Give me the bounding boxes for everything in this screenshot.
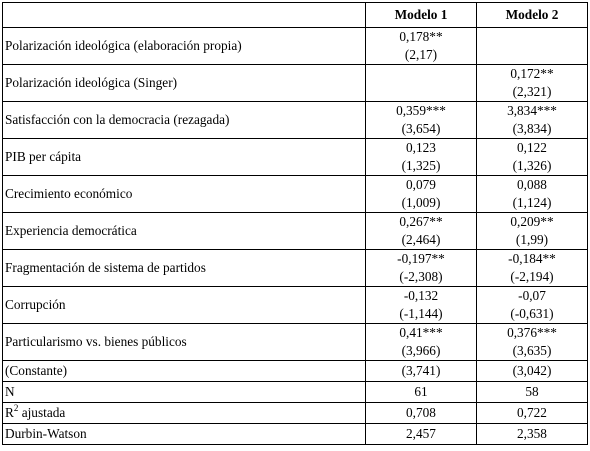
coefficient-value: 0,209** [510, 214, 554, 229]
modelo-2-cell [477, 28, 588, 65]
table-row-constante [3, 361, 588, 382]
modelo-2-cell [477, 213, 588, 250]
row-label: (Constante) [3, 361, 366, 382]
table-row [3, 324, 588, 361]
modelo-1-cell [366, 65, 477, 102]
summary-body [3, 361, 588, 445]
row-label: Crecimiento económico [3, 176, 366, 213]
table-row-r2 [3, 403, 588, 424]
row-label: Polarización ideológica (elaboración propia) [3, 28, 366, 65]
table-row [3, 250, 588, 287]
row-label: Fragmentación de sistema de partidos [3, 250, 366, 287]
coefficients-body [3, 28, 588, 361]
header-modelo-2: Modelo 2 [477, 3, 588, 28]
row-label: N [3, 382, 366, 403]
modelo-2-cell [477, 65, 588, 102]
modelo-2-cell [477, 102, 588, 139]
modelo-2-cell [477, 139, 588, 176]
regression-table [2, 2, 588, 445]
modelo-1-value: 0,708 [366, 403, 477, 424]
t-statistic-value: (-1,144) [399, 306, 443, 321]
modelo-2-cell [477, 250, 588, 287]
table-row-durbin-watson [3, 424, 588, 445]
modelo-1-cell [366, 139, 477, 176]
table-row [3, 28, 588, 65]
header-modelo-1: Modelo 1 [366, 3, 477, 28]
coefficient-value: 0,172** [510, 66, 554, 81]
coefficient-value: -0,184** [508, 251, 556, 266]
coefficient-value: 0,41*** [399, 325, 443, 340]
r2-superscript: 2 [13, 403, 19, 413]
header-row [3, 3, 588, 28]
t-statistic-value: (1,325) [401, 158, 441, 173]
table-row [3, 65, 588, 102]
t-statistic-value: (2,464) [401, 232, 441, 247]
t-statistic-value: (3,834) [512, 121, 552, 136]
t-statistic-value: (1,124) [512, 195, 552, 210]
coefficient-value: -0,197** [397, 251, 445, 266]
modelo-1-cell [366, 213, 477, 250]
t-statistic-value: (3,654) [401, 121, 441, 136]
coefficient-value: -0,07 [518, 288, 546, 303]
t-statistic-value: (3,966) [401, 343, 441, 358]
modelo-2-value: 0,722 [477, 403, 588, 424]
modelo-2-cell [477, 176, 588, 213]
coefficient-value: 0,122 [517, 140, 547, 155]
t-statistic-value: (1,326) [512, 158, 552, 173]
modelo-1-cell [366, 28, 477, 65]
row-label: Durbin-Watson [3, 424, 366, 445]
modelo-2-cell [477, 324, 588, 361]
coefficient-value: 0,359*** [396, 103, 446, 118]
coefficient-value: 0,088 [517, 177, 547, 192]
coefficient-value: 0,079 [406, 177, 436, 192]
row-label: Corrupción [3, 287, 366, 324]
table-row [3, 102, 588, 139]
row-label: PIB per cápita [3, 139, 366, 176]
t-statistic-value: (-0,631) [510, 306, 554, 321]
r2-letter: R [5, 405, 14, 420]
t-statistic-value: (2,17) [404, 47, 438, 62]
modelo-2-value: 2,358 [477, 424, 588, 445]
modelo-2-cell [477, 287, 588, 324]
row-label: Experiencia democrática [3, 213, 366, 250]
t-statistic-value: (1,99) [515, 232, 549, 247]
row-label: Polarización ideológica (Singer) [3, 65, 366, 102]
modelo-2-value: 58 [477, 382, 588, 403]
modelo-1-value: (3,741) [366, 361, 477, 382]
r2-rest: ajustada [18, 405, 66, 420]
t-statistic-value: (3,635) [512, 343, 552, 358]
table-row-n [3, 382, 588, 403]
t-statistic-value: (1,009) [401, 195, 441, 210]
modelo-2-value: (3,042) [477, 361, 588, 382]
table-row [3, 139, 588, 176]
row-label [3, 403, 366, 424]
coefficient-value: 0,178** [399, 29, 443, 44]
coefficient-value: 3,834*** [507, 103, 557, 118]
modelo-1-cell [366, 324, 477, 361]
table-row [3, 213, 588, 250]
row-label: Satisfacción con la democracia (rezagada) [3, 102, 366, 139]
modelo-1-value: 2,457 [366, 424, 477, 445]
modelo-1-cell [366, 102, 477, 139]
row-label: Particularismo vs. bienes públicos [3, 324, 366, 361]
coefficient-value: 0,123 [406, 140, 436, 155]
header-empty-cell [3, 3, 366, 28]
coefficient-value: 0,267** [399, 214, 443, 229]
t-statistic-value: (2,321) [512, 84, 552, 99]
table-row [3, 287, 588, 324]
t-statistic-value: (-2,308) [399, 269, 443, 284]
modelo-1-value: 61 [366, 382, 477, 403]
table-row [3, 176, 588, 213]
coefficient-value: -0,132 [403, 288, 439, 303]
coefficient-value: 0,376*** [507, 325, 557, 340]
modelo-1-cell [366, 287, 477, 324]
t-statistic-value: (-2,194) [510, 269, 554, 284]
modelo-1-cell [366, 250, 477, 287]
modelo-1-cell [366, 176, 477, 213]
